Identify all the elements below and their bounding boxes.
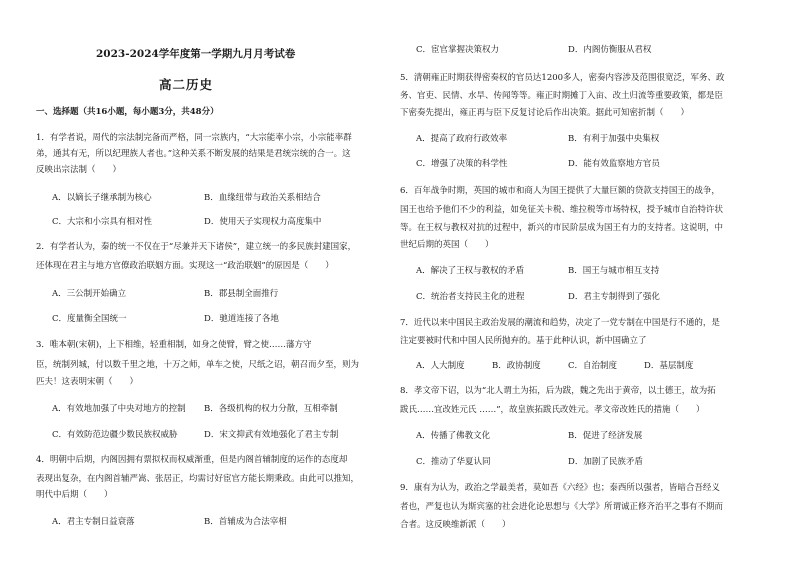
question-8-option-b[interactable]: B．促进了经济发展 (568, 431, 643, 441)
question-8-line-2: 跋氏……宜改姓元氏 ……”，故皇族拓跋氏改姓元。孝文帝改姓氏的措施（ ） (400, 405, 705, 415)
question-1-line-3: 反映出宗法制（ ） (36, 165, 122, 175)
question-6-option-d[interactable]: D．君主专制得到了强化 (568, 292, 660, 302)
question-5-line-2: 务、官吏、民情、水旱、传闻等等。雍正时期摊丁入亩、改土归流等重要政策，都是臣 (400, 91, 724, 101)
question-4-line-1: 4．明朝中后期，内阁因拥有票拟权而权威渐重，但是内阁首辅制度的运作的态度却 (36, 455, 348, 465)
question-3-line-1: 3．唯本朝(宋朝)，上下相维，轻重相制，如身之使臂，臂之使……藩方守 (36, 340, 312, 350)
question-8-option-d[interactable]: D．加剧了民族矛盾 (568, 457, 643, 467)
question-5-line-1: 5．清朝雍正时期获得密奏权的官员达1200多人，密奏内容涉及范围很宽泛，军务、政 (400, 73, 725, 83)
question-7-option-c[interactable]: C．自治制度 (568, 361, 618, 371)
question-3-option-b[interactable]: B．各级机构的权力分散，互相牵制 (204, 404, 338, 414)
question-7-option-b[interactable]: B．政协制度 (492, 361, 541, 371)
question-3-line-2: 臣，统制列城，付以数千里之地，十万之师，单车之使，尺纸之诏，朝召而夕至，则为 (36, 360, 360, 370)
question-2-option-b[interactable]: B．郡县制全面推行 (204, 289, 279, 299)
question-6-line-1: 6．百年战争时期，英国的城市和商人为国王提供了大量巨额的贷款支持国王的战争， (400, 186, 720, 196)
question-1-line-2: 弟，通其有无，所以纪理族人者也。”这种关系不断发展的结果是君统宗统的合一。这 (36, 149, 351, 159)
question-5-option-d[interactable]: D．能有效监察地方官员 (568, 159, 660, 169)
question-9-line-1: 9．康有为认为，政治之学最美者，莫如吾《六经》也；泰西所以强者，皆暗合吾经义 (400, 483, 720, 493)
question-7-line-2: 注定要被时代和中国人民所抛弃的。基于此种认识，新中国确立了 (400, 336, 647, 346)
question-7-line-1: 7．近代以来中国民主政治发展的潮流和趋势，决定了一党专制在中国是行不通的，是 (400, 318, 720, 328)
question-5-line-3: 下密奏先提出，雍正再与臣下反复讨论后作出决策。据此可知密折制（ ） (400, 108, 690, 118)
question-2-line-2: 还体现在君主与地方官僚政治联姻方面。实现这一“政治联姻”的原因是（ ） (36, 261, 334, 271)
question-6-line-2: 国王也给予他们不少的利益，如免征关卡税、维拉税等市场特权，授予城市自治特许状 (400, 205, 724, 215)
question-6-line-4: 世纪后期的英国（ ） (400, 240, 494, 250)
exam-title: 2023-2024学年度第一学期九月月考试卷 (96, 48, 296, 60)
question-8-line-1: 8．孝文帝下诏，以为“北人谓土为拓，后为跋，魏之先出于黄帝，以土德王，故为拓 (400, 386, 716, 396)
question-2-option-d[interactable]: D．驰道连接了各地 (204, 314, 279, 324)
question-6-option-c[interactable]: C．统治者支持民主化的进程 (416, 292, 525, 302)
question-4-option-c[interactable]: C．宦官掌握决策权力 (416, 45, 500, 55)
question-6-line-3: 等。在王权与教权对抗的过程中，新兴的市民阶层成为国王有力的支持者。这说明，中 (400, 223, 724, 233)
question-1-option-d[interactable]: D．使用天子实现权力高度集中 (204, 217, 322, 227)
question-4-option-d[interactable]: D．内阁仿衡服从君权 (568, 45, 652, 55)
question-2-option-a[interactable]: A．三公制开始确立 (52, 289, 127, 299)
question-3-line-3: 匹夫！这表明宋朝（ ） (36, 377, 139, 387)
question-1-option-b[interactable]: B．血缘纽带与政治关系相结合 (204, 193, 321, 203)
question-9-line-2: 者也，严复也认为斯宾塞的社会进化论思想与《大学》所谓诚正修齐治平之事有不期而 (400, 502, 724, 512)
question-4-option-b[interactable]: B．首辅成为合法宰相 (204, 517, 287, 527)
question-5-option-c[interactable]: C．增强了决策的科学性 (416, 159, 508, 169)
question-2-option-c[interactable]: C．度量衡全国统一 (52, 314, 127, 324)
question-8-option-a[interactable]: A．传播了佛教文化 (416, 431, 491, 441)
question-6-option-b[interactable]: B．国王与城市相互支持 (568, 266, 660, 276)
question-1-option-a[interactable]: A．以嫡长子继承制为核心 (52, 193, 152, 203)
question-5-option-a[interactable]: A．提高了政府行政效率 (416, 134, 508, 144)
question-1-line-1: 1．有学者说，周代的宗法制完备而严格，同一宗族内，“大宗能率小宗，小宗能率群 (36, 133, 352, 143)
question-7-option-a[interactable]: A．人大制度 (416, 361, 465, 371)
question-3-option-d[interactable]: D．宋文抑武有效地强化了君主专制 (204, 430, 339, 440)
question-6-option-a[interactable]: A．解决了王权与教权的矛盾 (416, 266, 525, 276)
question-4-line-2: 表现出复杂，在内阁首辅严嵩、张居正，均需讨好宦官方能长期秉政。由此可以推知， (36, 474, 360, 484)
question-4-option-a[interactable]: A．君主专制日益衰落 (52, 517, 135, 527)
question-1-option-c[interactable]: C．大宗和小宗具有相对性 (52, 217, 153, 227)
question-5-option-b[interactable]: B．有利于加强中央集权 (568, 134, 660, 144)
question-9-line-3: 合者。这反映维新派（ ） (400, 520, 511, 530)
exam-subject: 高二历史 (159, 77, 214, 92)
question-8-option-c[interactable]: C．推动了华夏认同 (416, 457, 491, 467)
question-3-option-a[interactable]: A．有效地加强了中央对地方的控制 (52, 404, 186, 414)
question-7-option-d[interactable]: D．基层制度 (644, 361, 694, 371)
question-2-line-1: 2．有学者认为，秦的统一不仅在于“尽兼并天下诸侯”，建立统一的多民族封建国家， (36, 242, 357, 252)
question-4-line-3: 明代中后期（ ） (36, 490, 113, 500)
section-heading: 一、选择题（共16小题，每小题3分，共48分） (36, 107, 219, 117)
question-3-option-c[interactable]: C．有效防范边疆少数民族权威胁 (52, 430, 178, 440)
